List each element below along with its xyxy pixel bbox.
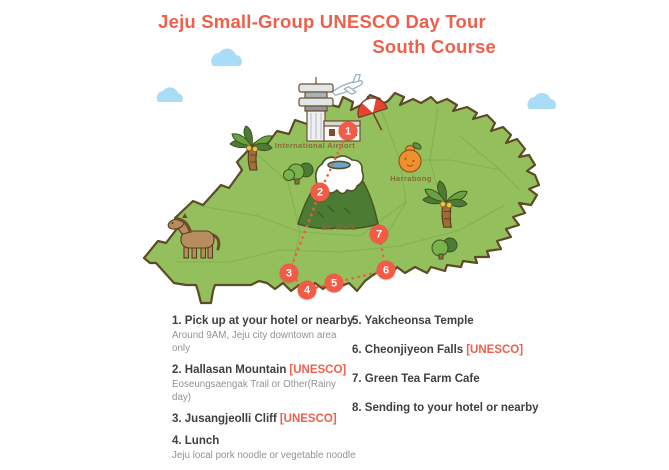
unesco-tag: [UNESCO]	[466, 344, 524, 356]
page-title	[148, 10, 496, 58]
map-marker-7: 7	[370, 225, 389, 244]
map-marker-2: 2	[311, 183, 330, 202]
itinerary-entry	[352, 343, 562, 357]
entry-title: 2. Hallasan Mountain	[172, 364, 287, 376]
title-line-1: Jeju Small-Group UNESCO Day Tour	[158, 11, 486, 32]
entry-title: 5. Yakcheonsa Temple	[352, 315, 474, 327]
itinerary-entry	[172, 314, 357, 355]
entry-title: 4. Lunch	[172, 435, 220, 447]
tangerine-label: Harrabong	[390, 174, 432, 183]
map-marker-6: 6	[377, 261, 396, 280]
itinerary-entry	[352, 401, 562, 415]
entry-title: 7. Green Tea Farm Cafe	[352, 373, 480, 385]
unesco-tag: [UNESCO]	[289, 364, 347, 376]
entry-title: 8. Sending to your hotel or nearby	[352, 402, 539, 414]
mountain-label: Mt. Halla	[321, 223, 357, 232]
itinerary-entry	[172, 434, 357, 462]
unesco-tag: [UNESCO]	[279, 413, 337, 425]
itinerary-entry	[172, 363, 357, 404]
entry-title: 6. Cheonjiyeon Falls	[352, 344, 464, 356]
itinerary-right-column	[352, 314, 562, 430]
itinerary-entry	[352, 314, 562, 328]
itinerary-entry	[172, 412, 357, 426]
title-line-2: South Course	[372, 36, 496, 57]
itinerary-entry	[352, 372, 562, 386]
entry-note: Eoseungsaengak Trail or Other(Rainy day)	[172, 379, 336, 403]
entry-note: Around 9AM, Jeju city downtown area only	[172, 330, 337, 354]
airplane-icon	[330, 74, 365, 99]
entry-note: Jeju local pork noodle or vegetable noodle	[172, 450, 356, 461]
itinerary-left-column	[172, 314, 357, 470]
map-marker-3: 3	[280, 264, 299, 283]
entry-title: 3. Jusangjeolli Cliff	[172, 413, 277, 425]
map-marker-4: 4	[298, 281, 317, 300]
map-marker-5: 5	[325, 274, 344, 293]
airport-label: International Airport	[274, 141, 356, 150]
entry-title: 1. Pick up at your hotel or nearby	[172, 315, 354, 327]
map-marker-1: 1	[339, 122, 358, 141]
